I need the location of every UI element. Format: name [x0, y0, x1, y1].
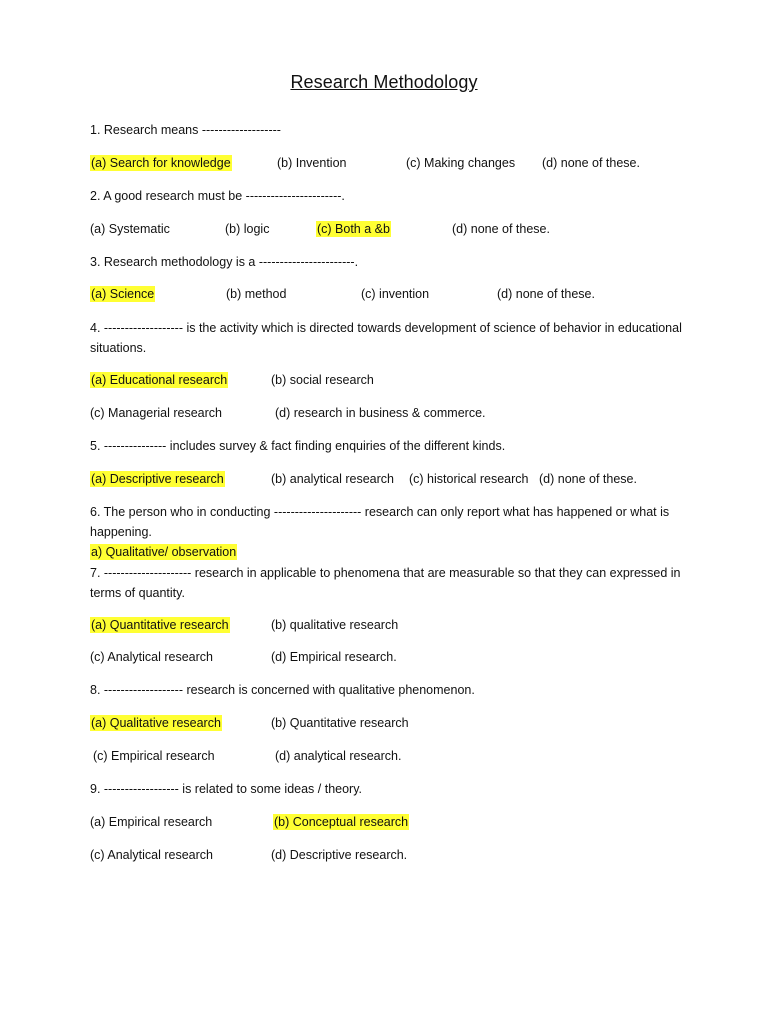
q8-options-row2: [90, 748, 690, 764]
q7-options-row2: [90, 649, 690, 665]
q2-option-b: (b) logic: [225, 222, 270, 236]
q9-option-b-answer: (b) Conceptual research: [274, 815, 409, 829]
question-6: 6. The person who in conducting --------------------- research can only report what has happened or what is happening.: [90, 505, 670, 539]
q6-option-a-answer: a) Qualitative/ observation: [91, 545, 237, 559]
q2-options: [90, 221, 690, 237]
q7-option-b: (b) qualitative research: [271, 618, 399, 632]
question-7: 7. --------------------- research in applicable to phenomena that are measurable so that they can expressed in terms of quantity.: [90, 566, 681, 600]
q1-option-d: (d) none of these.: [542, 156, 640, 170]
q1-option-b: (b) Invention: [277, 156, 347, 170]
q4-options-row2: [90, 405, 690, 421]
q9-options-row2: [90, 847, 690, 863]
q7-options-row1: [90, 617, 690, 633]
q3-options: [90, 286, 690, 302]
q4-options-row1: [90, 372, 690, 388]
q8-option-a-answer: (a) Qualitative research: [91, 716, 221, 730]
q1-option-c: (c) Making changes: [406, 156, 516, 170]
q8-option-b: (b) Quantitative research: [271, 716, 409, 730]
q7-option-c: (c) Analytical research: [90, 650, 213, 664]
q6-options: [90, 544, 690, 560]
q4-option-b: (b) social research: [271, 373, 374, 387]
q3-option-d: (d) none of these.: [497, 287, 595, 301]
q5-option-d: (d) none of these.: [539, 472, 637, 486]
q8-options-row1: [90, 715, 690, 731]
q9-options-row1: [90, 814, 690, 830]
page-title: Research Methodology: [290, 72, 478, 92]
q1-options: [90, 155, 690, 171]
q3-option-c: (c) invention: [361, 287, 430, 301]
q9-option-a: (a) Empirical research: [90, 815, 213, 829]
q5-option-c: (c) historical research: [409, 472, 529, 486]
q4-option-c: (c) Managerial research: [90, 406, 222, 420]
q2-option-c-answer: (c) Both a &b: [317, 222, 390, 236]
question-4: 4. ------------------- is the activity which is directed towards development of science of behavior in educational situations.: [90, 321, 682, 355]
q5-option-b: (b) analytical research: [271, 472, 394, 486]
q5-options: [90, 471, 690, 487]
q2-option-d: (d) none of these.: [452, 222, 550, 236]
question-9: 9. ------------------ is related to some ideas / theory.: [90, 782, 363, 796]
q3-option-b: (b) method: [226, 287, 287, 301]
q1-option-a-answer: (a) Search for knowledge: [91, 156, 231, 170]
q3-option-a-answer: (a) Science: [91, 287, 155, 301]
q8-option-d: (d) analytical research.: [275, 749, 402, 763]
q9-option-c: (c) Analytical research: [90, 848, 213, 862]
question-8: 8. ------------------- research is concerned with qualitative phenomenon.: [90, 683, 475, 697]
q4-option-a-answer: (a) Educational research: [91, 373, 228, 387]
q8-option-c: (c) Empirical research: [93, 749, 215, 763]
question-1: 1. Research means -------------------: [90, 123, 281, 137]
q4-option-d: (d) research in business & commerce.: [275, 406, 486, 420]
question-3: 3. Research methodology is a -----------------------.: [90, 255, 359, 269]
q7-option-d: (d) Empirical research.: [271, 650, 397, 664]
question-2: 2. A good research must be -----------------------.: [90, 189, 345, 203]
q5-option-a-answer: (a) Descriptive research: [91, 472, 224, 486]
q7-option-a-answer: (a) Quantitative research: [91, 618, 229, 632]
question-5: 5. --------------- includes survey & fact finding enquiries of the different kinds.: [90, 439, 506, 453]
q2-option-a: (a) Systematic: [90, 222, 170, 236]
q9-option-d: (d) Descriptive research.: [271, 848, 408, 862]
